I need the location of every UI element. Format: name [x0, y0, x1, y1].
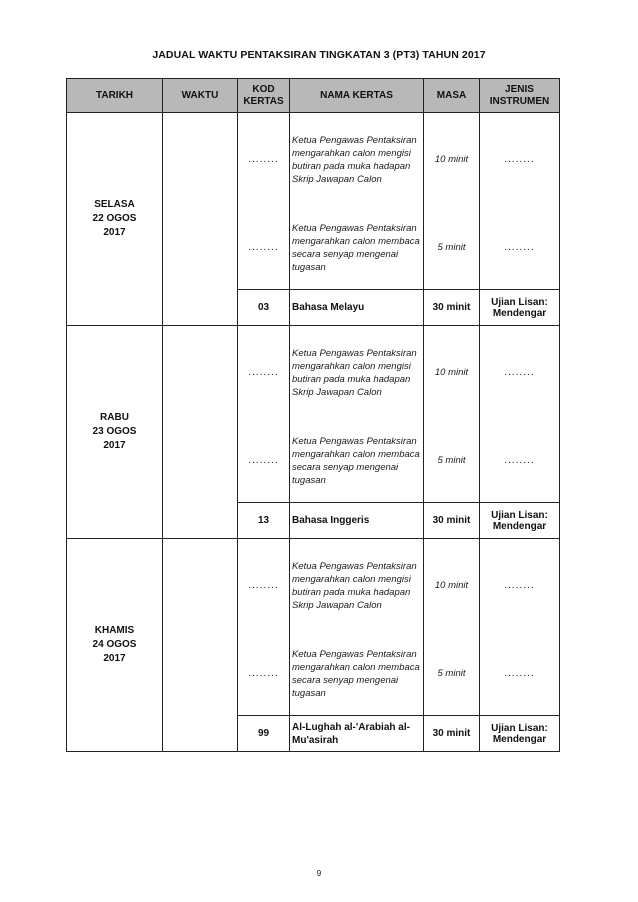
day-name: SELASA [94, 199, 135, 210]
nama-cell [290, 113, 424, 207]
jenis-value: ........ [504, 367, 535, 378]
masa-value: 30 minit [432, 302, 471, 313]
instruction-text: Ketua Pengawas Pentaksiran mengarahkan calon mengisi butiran pada muka hadapan Skrip Jawapan Calon [292, 560, 417, 611]
masa-value: 10 minit [434, 154, 469, 165]
header-waktu: WAKTU [163, 79, 238, 113]
jenis-cell [480, 206, 560, 290]
day-date: 22 OGOS [92, 213, 137, 224]
jenis-cell [480, 716, 560, 752]
jenis-value: ........ [504, 154, 535, 165]
kod-value: 13 [257, 515, 270, 526]
kod-value: ........ [248, 668, 279, 679]
jenis-cell [480, 326, 560, 420]
instruction-text: Ketua Pengawas Pentaksiran mengarahkan calon membaca secara senyap mengenai tugasan [292, 435, 420, 486]
date-cell [67, 113, 163, 326]
masa-value: 10 minit [434, 580, 469, 591]
masa-value: 30 minit [432, 515, 471, 526]
waktu-cell [163, 113, 238, 326]
jenis-cell [480, 539, 560, 633]
masa-cell [424, 206, 480, 290]
kod-value: ........ [248, 154, 279, 165]
instruction-text: Ketua Pengawas Pentaksiran mengarahkan calon membaca secara senyap mengenai tugasan [292, 648, 420, 699]
kod-cell [238, 539, 290, 633]
nama-cell [290, 716, 424, 752]
kod-value: ........ [248, 455, 279, 466]
kod-cell [238, 716, 290, 752]
header-kod-line1: KOD [252, 83, 275, 95]
masa-value: 5 minit [437, 668, 466, 679]
jenis-cell [480, 290, 560, 326]
masa-cell [424, 716, 480, 752]
subject-name: Al-Lughah al-'Arabiah al-Mu'asirah [292, 721, 410, 746]
nama-cell [290, 290, 424, 326]
subject-name: Bahasa Inggeris [292, 515, 370, 526]
masa-cell [424, 326, 480, 420]
kod-value: ........ [248, 242, 279, 253]
instruction-text: Ketua Pengawas Pentaksiran mengarahkan calon mengisi butiran pada muka hadapan Skrip Jawapan Calon [292, 134, 417, 185]
masa-cell [424, 113, 480, 207]
jenis-value: ........ [504, 668, 535, 679]
header-jenis-line2: INSTRUMEN [489, 95, 550, 107]
header-tarikh: TARIKH [67, 79, 163, 113]
nama-cell [290, 419, 424, 503]
header-row [67, 79, 560, 113]
instruction-text: Ketua Pengawas Pentaksiran mengarahkan calon mengisi butiran pada muka hadapan Skrip Jawapan Calon [292, 347, 417, 398]
header-jenis [480, 79, 560, 113]
masa-value: 10 minit [434, 367, 469, 378]
jenis-cell [480, 503, 560, 539]
jenis-value: ........ [504, 580, 535, 591]
table-row [67, 539, 560, 633]
kod-value: ........ [248, 367, 279, 378]
table-row [67, 113, 560, 207]
header-masa: MASA [424, 79, 480, 113]
kod-value: ........ [248, 580, 279, 591]
jenis-value: ........ [504, 242, 535, 253]
page-number: 9 [316, 869, 322, 878]
kod-cell [238, 632, 290, 716]
timetable [66, 78, 560, 752]
waktu-cell [163, 326, 238, 539]
day-name: RABU [100, 412, 129, 423]
header-kod-line2: KERTAS [243, 95, 284, 107]
day-name: KHAMIS [94, 625, 135, 636]
masa-cell [424, 419, 480, 503]
subject-name: Bahasa Melayu [292, 302, 365, 313]
instruction-text: Ketua Pengawas Pentaksiran mengarahkan calon membaca secara senyap mengenai tugasan [292, 222, 420, 273]
date-cell [67, 326, 163, 539]
nama-cell [290, 539, 424, 633]
header-nama: NAMA KERTAS [290, 79, 424, 113]
date-cell [67, 539, 163, 752]
jenis-cell [480, 113, 560, 207]
header-jenis-line1: JENIS [505, 83, 534, 95]
masa-cell [424, 290, 480, 326]
nama-cell [290, 206, 424, 290]
masa-cell [424, 503, 480, 539]
kod-value: 99 [257, 728, 270, 739]
masa-value: 5 minit [437, 455, 466, 466]
kod-cell [238, 503, 290, 539]
waktu-cell [163, 539, 238, 752]
kod-cell [238, 326, 290, 420]
table-row [67, 326, 560, 420]
kod-value: 03 [257, 302, 270, 313]
jenis-value: ........ [504, 455, 535, 466]
day-year: 2017 [103, 227, 126, 238]
day-year: 2017 [103, 440, 126, 451]
nama-cell [290, 632, 424, 716]
page-title: JADUAL WAKTU PENTAKSIRAN TINGKATAN 3 (PT3) TAHUN 2017 [152, 49, 486, 61]
jenis-cell [480, 632, 560, 716]
jenis-value: Ujian Lisan: Mendengar [491, 296, 548, 319]
masa-value: 5 minit [437, 242, 466, 253]
kod-cell [238, 206, 290, 290]
jenis-value: Ujian Lisan: Mendengar [491, 509, 548, 532]
kod-cell [238, 419, 290, 503]
kod-cell [238, 290, 290, 326]
kod-cell [238, 113, 290, 207]
jenis-cell [480, 419, 560, 503]
day-year: 2017 [103, 653, 126, 664]
header-kod [238, 79, 290, 113]
day-date: 23 OGOS [92, 426, 137, 437]
masa-value: 30 minit [432, 728, 471, 739]
masa-cell [424, 539, 480, 633]
masa-cell [424, 632, 480, 716]
nama-cell [290, 503, 424, 539]
nama-cell [290, 326, 424, 420]
jenis-value: Ujian Lisan: Mendengar [491, 722, 548, 745]
day-date: 24 OGOS [92, 639, 137, 650]
